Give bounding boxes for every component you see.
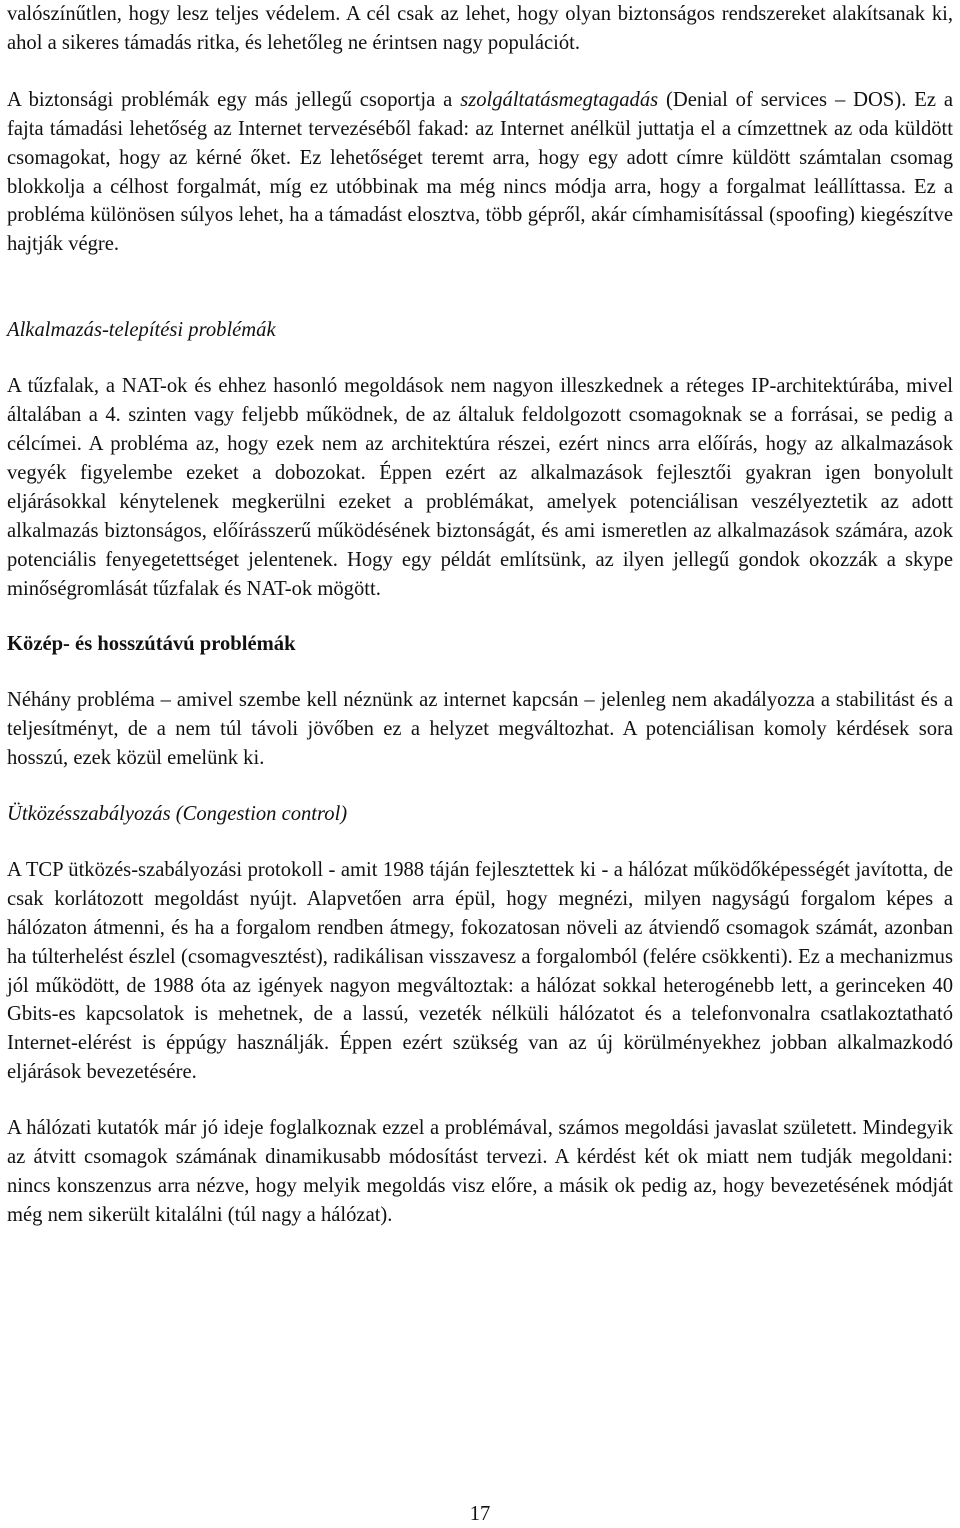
document-page — [7, 0, 953, 1230]
paragraph-firewalls-nat: A tűzfalak, a NAT-ok és ehhez hasonló megoldások nem nagyon illeszkednek a réteges IP-architektúrába, mivel általában a 4. szinten vagy feljebb működnek, de az általuk feldolgozott csomagoknak se a forrásai, se pedig a célcímei. A probléma az, hogy ezek nem az architektúra részei, ezért nincs arra előírás, hogy az alkalmazások vegyék figyelembe ezeket a dobozokat. Éppen ezért az alkalmazások fejlesztői gyakran igen bonyolult eljárásokkal kénytelenek megkerülni ezeket a problémákat, amelyek potenciálisan veszélyeztetik az adott alkalmazás biztonságos, előírásszerű működésének biztonságát, és ami ismeretlen az alkalmazások számára, azok potenciális fenyegetettséget jelentenek. Hogy egy példát említsünk, az ilyen jellegű gondok okozzák a skype minőségromlását tűzfalak és NAT-ok mögött. — [7, 375, 953, 600]
page-number: 17 — [469, 1503, 491, 1525]
section-heading-congestion-control: Ütközésszabályozás (Congestion control) — [7, 803, 348, 826]
spacer — [7, 773, 953, 800]
spacer — [7, 345, 953, 372]
spacer — [7, 259, 953, 316]
spacer — [7, 829, 953, 856]
spacer — [7, 603, 953, 630]
spacer — [7, 659, 953, 686]
paragraph-denial-of-service — [7, 86, 953, 259]
paragraph-tcp-congestion: A TCP ütközés-szabályozási protokoll - amit 1988 táján fejlesztettek ki - a hálózat működőképességét javította, de csak korlátozott megoldást nyújt. Alapvetően arra épül, hogy megnézi, milyen nagyságú forgalom képes a hálózaton átmenni, és ha a forgalom rendben átmegy, fokozatosan növeli az átviendő csomagok számát, azonban ha túlterhelést észlel (csomagvesztést), radikálisan visszavesz a forgalomból (felére csökkenti). Ez a mechanizmus jól működött, de 1988 óta az igények nagyon megváltoztak: a hálózat sokkal heterogénebb lett, a gerinceken 40 Gbits-es kapcsolatok is mehetnek, de a lassú, vezeték nélküli hálózatot és a telefonvonalra csatlakoztatható Internet-elérést is éppúgy használják. Éppen ezért szükség van az új körülményekhez jobban alkalmazkodó eljárások bevezetésére. — [7, 858, 953, 1084]
paragraph-research-proposals: A hálózati kutatók már jó ideje foglalkoznak ezzel a problémával, számos megoldási javaslat született. Mindegyik az átvitt csomagok számának dinamikusabb módosítást tervezi. A kérdést két ok miatt nem tudják megoldani: nincs konszenzus arra nézve, hogy melyik megoldás visz előre, a másik ok pedig az, hogy bevezetésének módját még nem sikerült kitalálni (túl nagy a hálózat). — [7, 1117, 953, 1226]
paragraph-text: (Denial of services – DOS). Ez a fajta támadási lehetőség az Internet tervezéséből fakad: az Internet anélkül juttatja el a címzettnek az oda küldött csomagokat, hogy az kérné őket. Ez lehetőséget teremt arra, hogy egy adott címre küldött számtalan csomag blokkolja a célhost forgalmát, míg ez utóbbinak ma még nincs módja arra, hogy a forgalmat leállíttassa. Ez a probléma különösen súlyos lehet, ha a támadást elosztva, több gépről, akár címhamisítással (spoofing) kiegészítve hajtják végre. — [7, 88, 953, 256]
emphasis-term: szolgáltatásmegtagadás — [460, 88, 659, 111]
spacer — [7, 1087, 953, 1114]
paragraph-dos-intro: valószínűtlen, hogy lesz teljes védelem. A cél csak az lehet, hogy olyan biztonságos rendszereket alakítsanak ki, ahol a sikeres támadás ritka, és lehetőleg ne érintsen nagy populációt. — [7, 3, 953, 54]
paragraph-mid-long-term-intro: Néhány probléma – amivel szembe kell néznünk az internet kapcsán – jelenleg nem akadályozza a stabilitást és a teljesítményt, de a nem túl távoli jövőben ez a helyzet megváltozhat. A potenciálisan komoly kérdések sora hosszú, ezek közül emelünk ki. — [7, 689, 953, 770]
paragraph-text: A biztonsági problémák egy más jellegű csoportja a — [7, 88, 461, 111]
section-heading-application-deployment: Alkalmazás-telepítési problémák — [7, 319, 276, 342]
section-heading-mid-long-term: Közép- és hosszútávú problémák — [7, 633, 296, 656]
spacer — [7, 58, 953, 86]
